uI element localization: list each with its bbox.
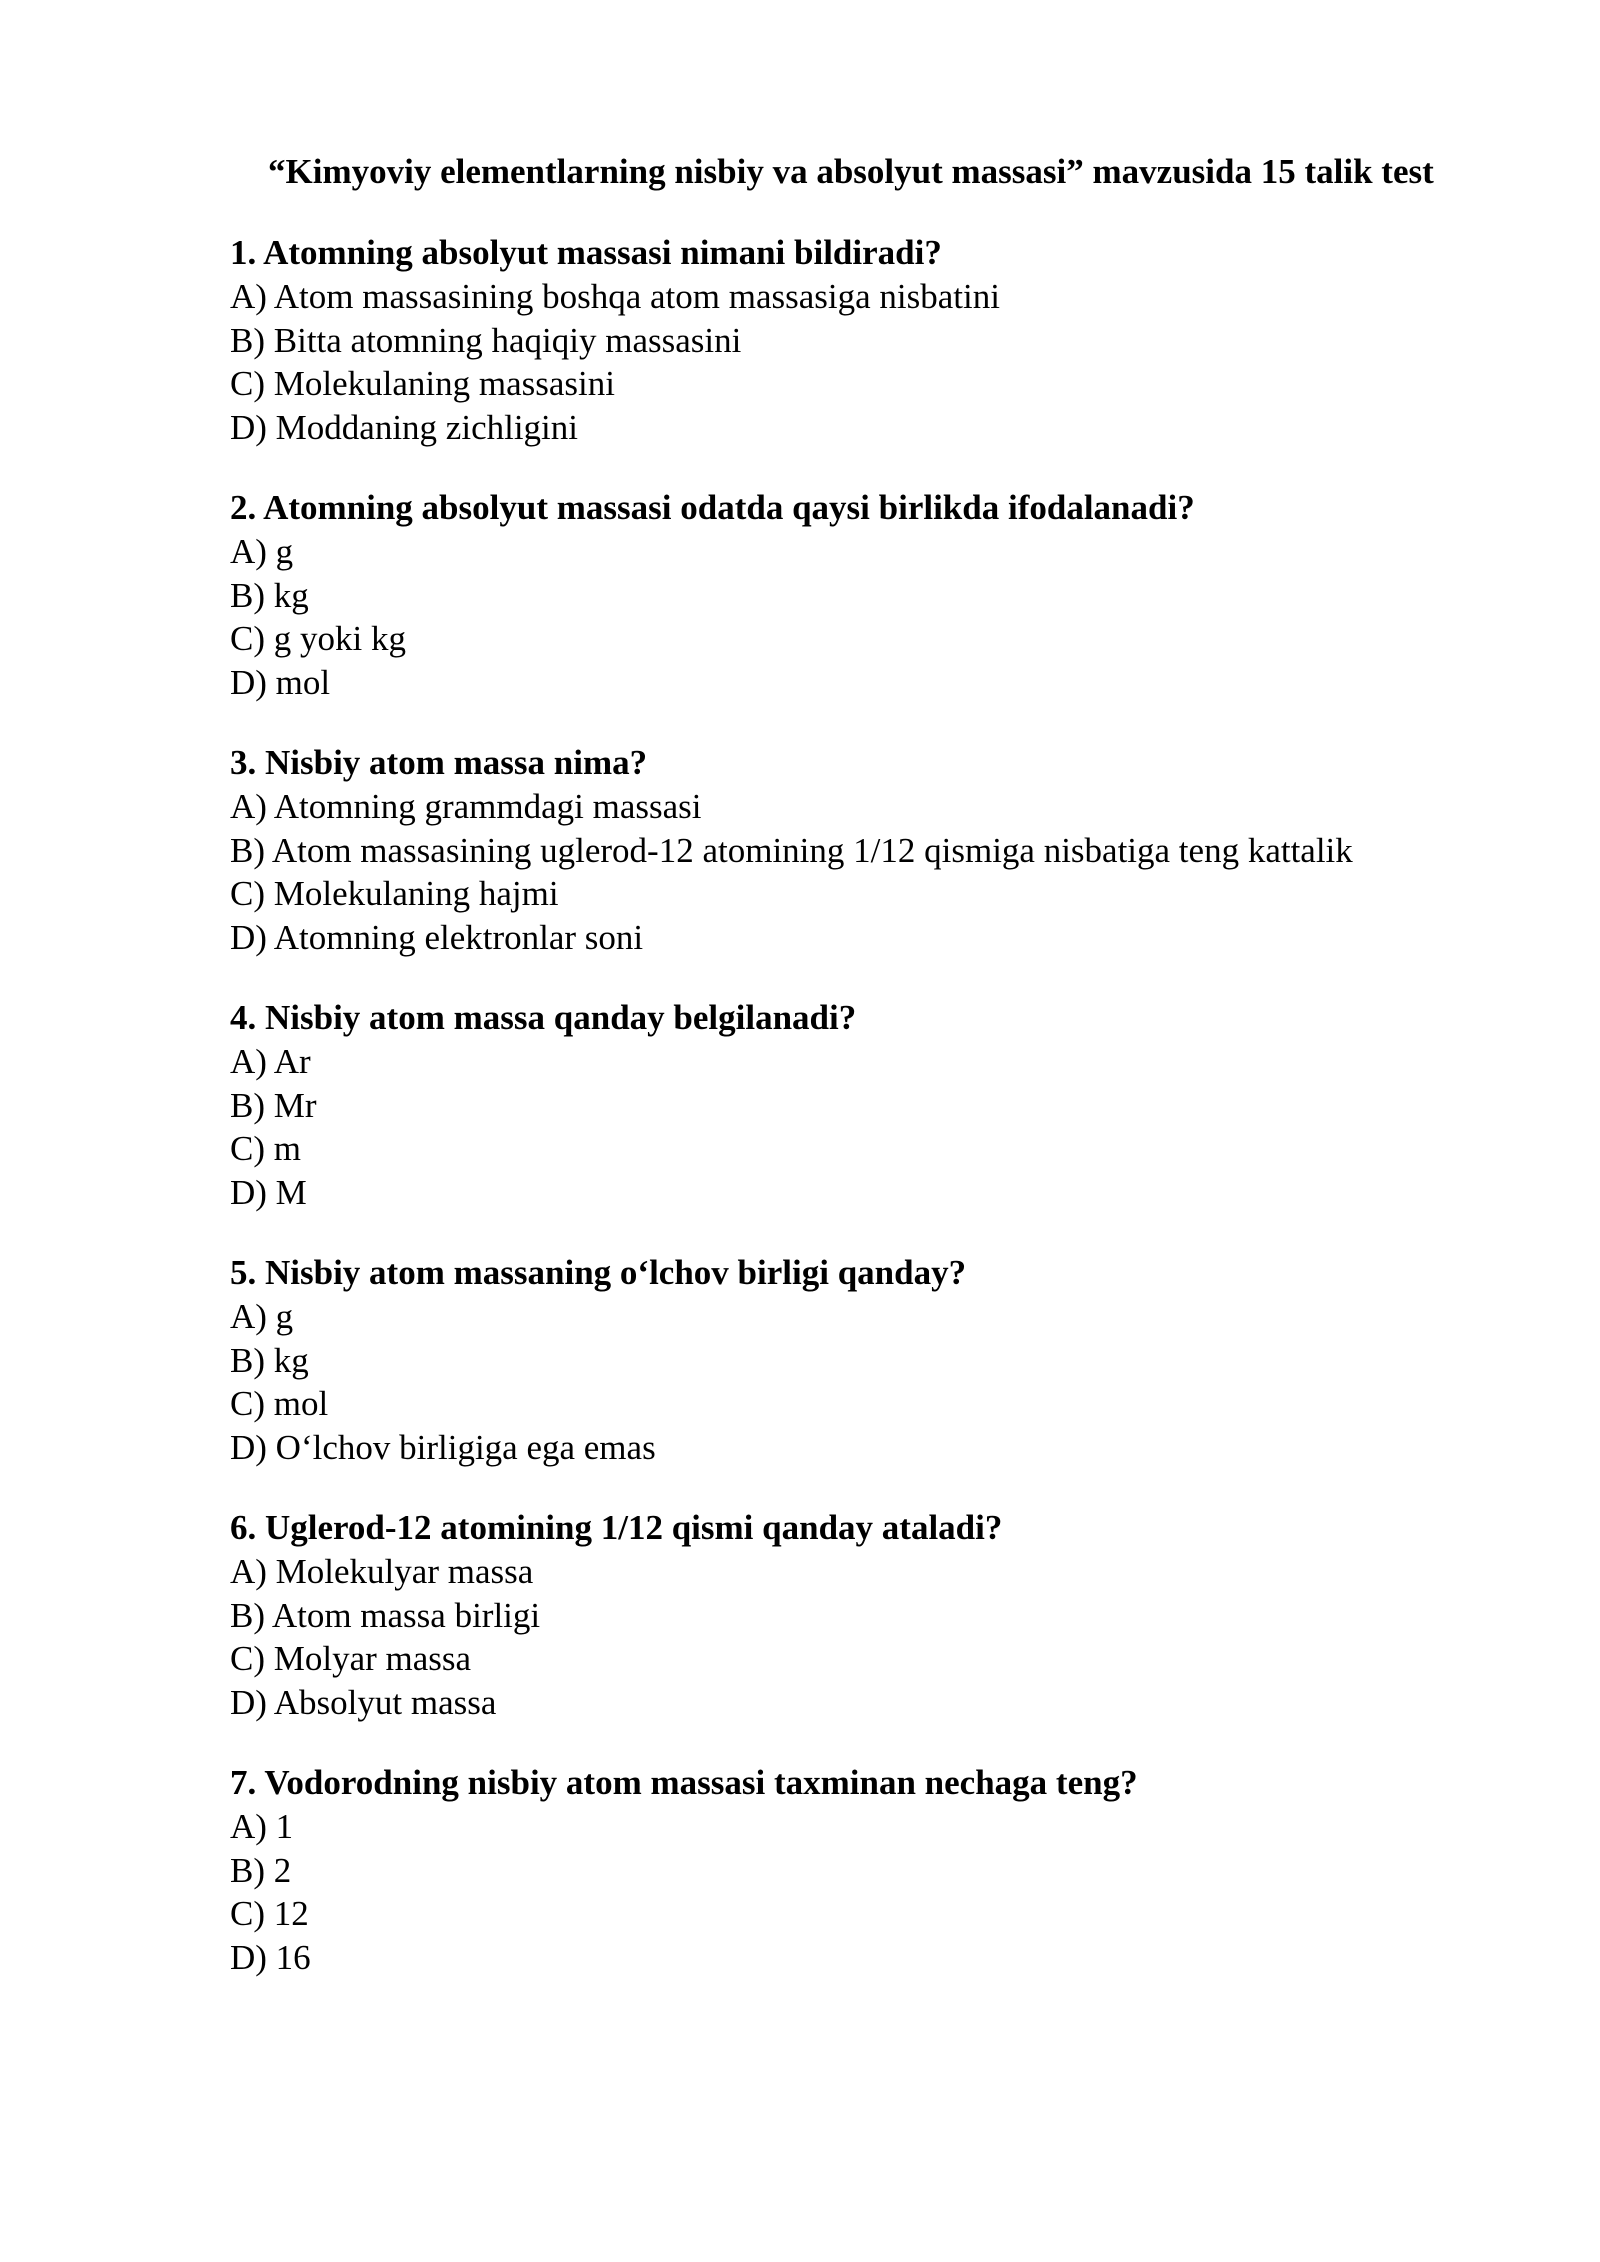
option-a: A) Molekulyar massa bbox=[230, 1552, 534, 1591]
question-4 bbox=[230, 996, 1480, 1214]
option-d: D) O‘lchov birligiga ega emas bbox=[230, 1427, 656, 1467]
option-a: A) Atomning grammdagi massasi bbox=[230, 787, 702, 826]
question-text: 5. Nisbiy atom massaning o‘lchov birligi qanday? bbox=[230, 1253, 967, 1292]
option-b: B) kg bbox=[230, 575, 309, 615]
option-a: A) Ar bbox=[230, 1042, 311, 1081]
option-b: B) Atom massasining uglerod-12 atomining 1/12 qismiga nisbatiga teng kattalik bbox=[230, 830, 1353, 870]
question-6 bbox=[230, 1506, 1480, 1724]
question-text: 6. Uglerod-12 atomining 1/12 qismi qanday ataladi? bbox=[230, 1508, 1003, 1547]
option-d: D) 16 bbox=[230, 1937, 311, 1977]
option-a: A) Atom massasining boshqa atom massasiga nisbatini bbox=[230, 277, 1000, 316]
option-a: A) 1 bbox=[230, 1807, 294, 1846]
question-3 bbox=[230, 741, 1480, 959]
question-text: 2. Atomning absolyut massasi odatda qaysi birlikda ifodalanadi? bbox=[230, 488, 1195, 527]
option-d: D) M bbox=[230, 1172, 307, 1212]
question-2 bbox=[230, 486, 1480, 704]
option-c: C) Molyar massa bbox=[230, 1639, 472, 1678]
option-a: A) g bbox=[230, 532, 294, 571]
document-page bbox=[230, 150, 1480, 1979]
option-c: C) Molekulaning hajmi bbox=[230, 874, 559, 913]
option-b: B) Mr bbox=[230, 1085, 317, 1125]
option-b: B) Atom massa birligi bbox=[230, 1595, 541, 1635]
option-c: C) 12 bbox=[230, 1894, 309, 1933]
option-c: C) g yoki kg bbox=[230, 619, 406, 658]
option-d: D) Atomning elektronlar soni bbox=[230, 917, 644, 957]
option-b: B) Bitta atomning haqiqiy massasini bbox=[230, 320, 742, 360]
question-text: 4. Nisbiy atom massa qanday belgilanadi? bbox=[230, 998, 857, 1037]
question-7 bbox=[230, 1761, 1480, 1979]
question-text: 1. Atomning absolyut massasi nimani bildiradi? bbox=[230, 233, 942, 272]
option-c: C) Molekulaning massasini bbox=[230, 364, 615, 403]
question-text: 7. Vodorodning nisbiy atom massasi taxminan nechaga teng? bbox=[230, 1763, 1138, 1802]
option-d: D) Moddaning zichligini bbox=[230, 407, 579, 447]
question-text: 3. Nisbiy atom massa nima? bbox=[230, 743, 648, 782]
question-1 bbox=[230, 231, 1480, 449]
option-d: D) mol bbox=[230, 662, 331, 702]
option-c: C) m bbox=[230, 1129, 301, 1168]
option-a: A) g bbox=[230, 1297, 294, 1336]
option-d: D) Absolyut massa bbox=[230, 1682, 497, 1722]
document-title: “Kimyoviy elementlarning nisbiy va absolyut massasi” mavzusida 15 talik test bbox=[268, 152, 1434, 191]
option-b: B) kg bbox=[230, 1340, 309, 1380]
option-c: C) mol bbox=[230, 1384, 329, 1423]
question-5 bbox=[230, 1251, 1480, 1469]
option-b: B) 2 bbox=[230, 1850, 292, 1890]
